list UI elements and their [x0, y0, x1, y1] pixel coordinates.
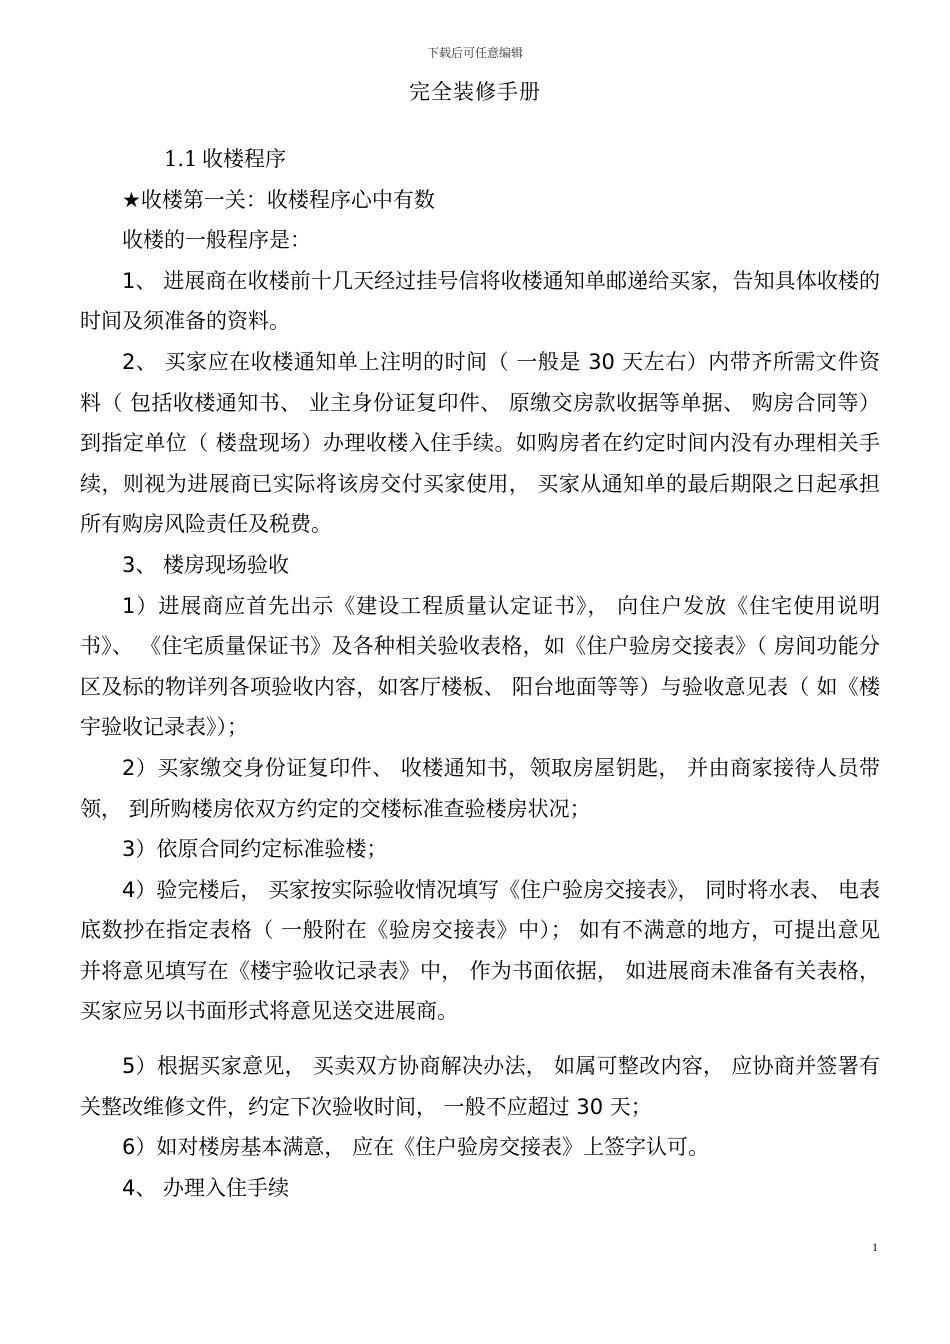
page-header-note: 下载后可任意编辑 [426, 46, 523, 60]
paragraph: 3）依原合同约定标准验楼； [122, 837, 388, 862]
paragraph: ★收楼第一关：收楼程序心中有数 [122, 187, 435, 212]
paragraph: 收楼的一般程序是： [122, 228, 311, 253]
paragraph: 1、 进展商在收楼前十几天经过挂号信将收楼通知单邮递给买家，告知具体收楼的时间及须准备的资料。 [80, 268, 880, 334]
section-number: 1.1 [164, 147, 198, 171]
section-heading [80, 139, 880, 180]
paragraph-spacer [80, 1032, 880, 1046]
paragraph: 4、 办理入住手续 [122, 1175, 290, 1200]
document-body [80, 139, 880, 1208]
paragraph: 1）进展商应首先出示《建设工程质量认定证书》， 向住户发放《住宅使用说明书》、 《住宅质量保证书》及各种相关验收表格，如《住户验房交接表》（ 房间功能分区及标的物详列各项验收内容，如客厅楼板、 阳台地面等等）与验收意见表（ 如《楼宇验收记录表》）； [80, 593, 880, 740]
page-number: 1 [872, 1240, 878, 1254]
paragraph: 3、 楼房现场验收 [122, 552, 290, 577]
section-title: 收楼程序 [202, 147, 286, 171]
paragraph: 2）买家缴交身份证复印件、 收楼通知书，领取房屋钥匙， 并由商家接待人员带领， 到所购楼房依双方约定的交楼标准查验楼房状况； [80, 755, 880, 821]
paragraph: 5）根据买家意见， 买卖双方协商解决办法， 如属可整改内容， 应协商并签署有关整改维修文件，约定下次验收时间， 一般不应超过 30 天； [80, 1054, 880, 1119]
paragraph: 6）如对楼房基本满意， 应在《住户验房交接表》上签字认可。 [122, 1135, 710, 1160]
paragraph: 4）验完楼后， 买家按实际验收情况填写《住户验房交接表》， 同时将水表、 电表底数抄在指定表格（ 一般附在《验房交接表》中）； 如有不满意的地方，可提出意见并将意见填写在《楼宇验收记录表》中， 作为书面依据， 如进展商未准备有关表格，买家应另以书面形式将意见送交进展商。 [80, 877, 880, 1024]
document-title: 完全装修手册 [409, 80, 541, 104]
paragraph: 2、 买家应在收楼通知单上注明的时间（ 一般是 30 天左右）内带齐所需文件资料（ 包括收楼通知书、 业主身份证复印件、 原缴交房款收据等单据、 购房合同等）到指定单位（ 楼盘现场）办理收楼入住手续。如购房者在约定时间内没有办理相关手续，则视为进展商已实际将该房交付买家使用， 买家从通知单的最后期限之日起承担所有购房风险责任及税费。 [80, 349, 880, 537]
